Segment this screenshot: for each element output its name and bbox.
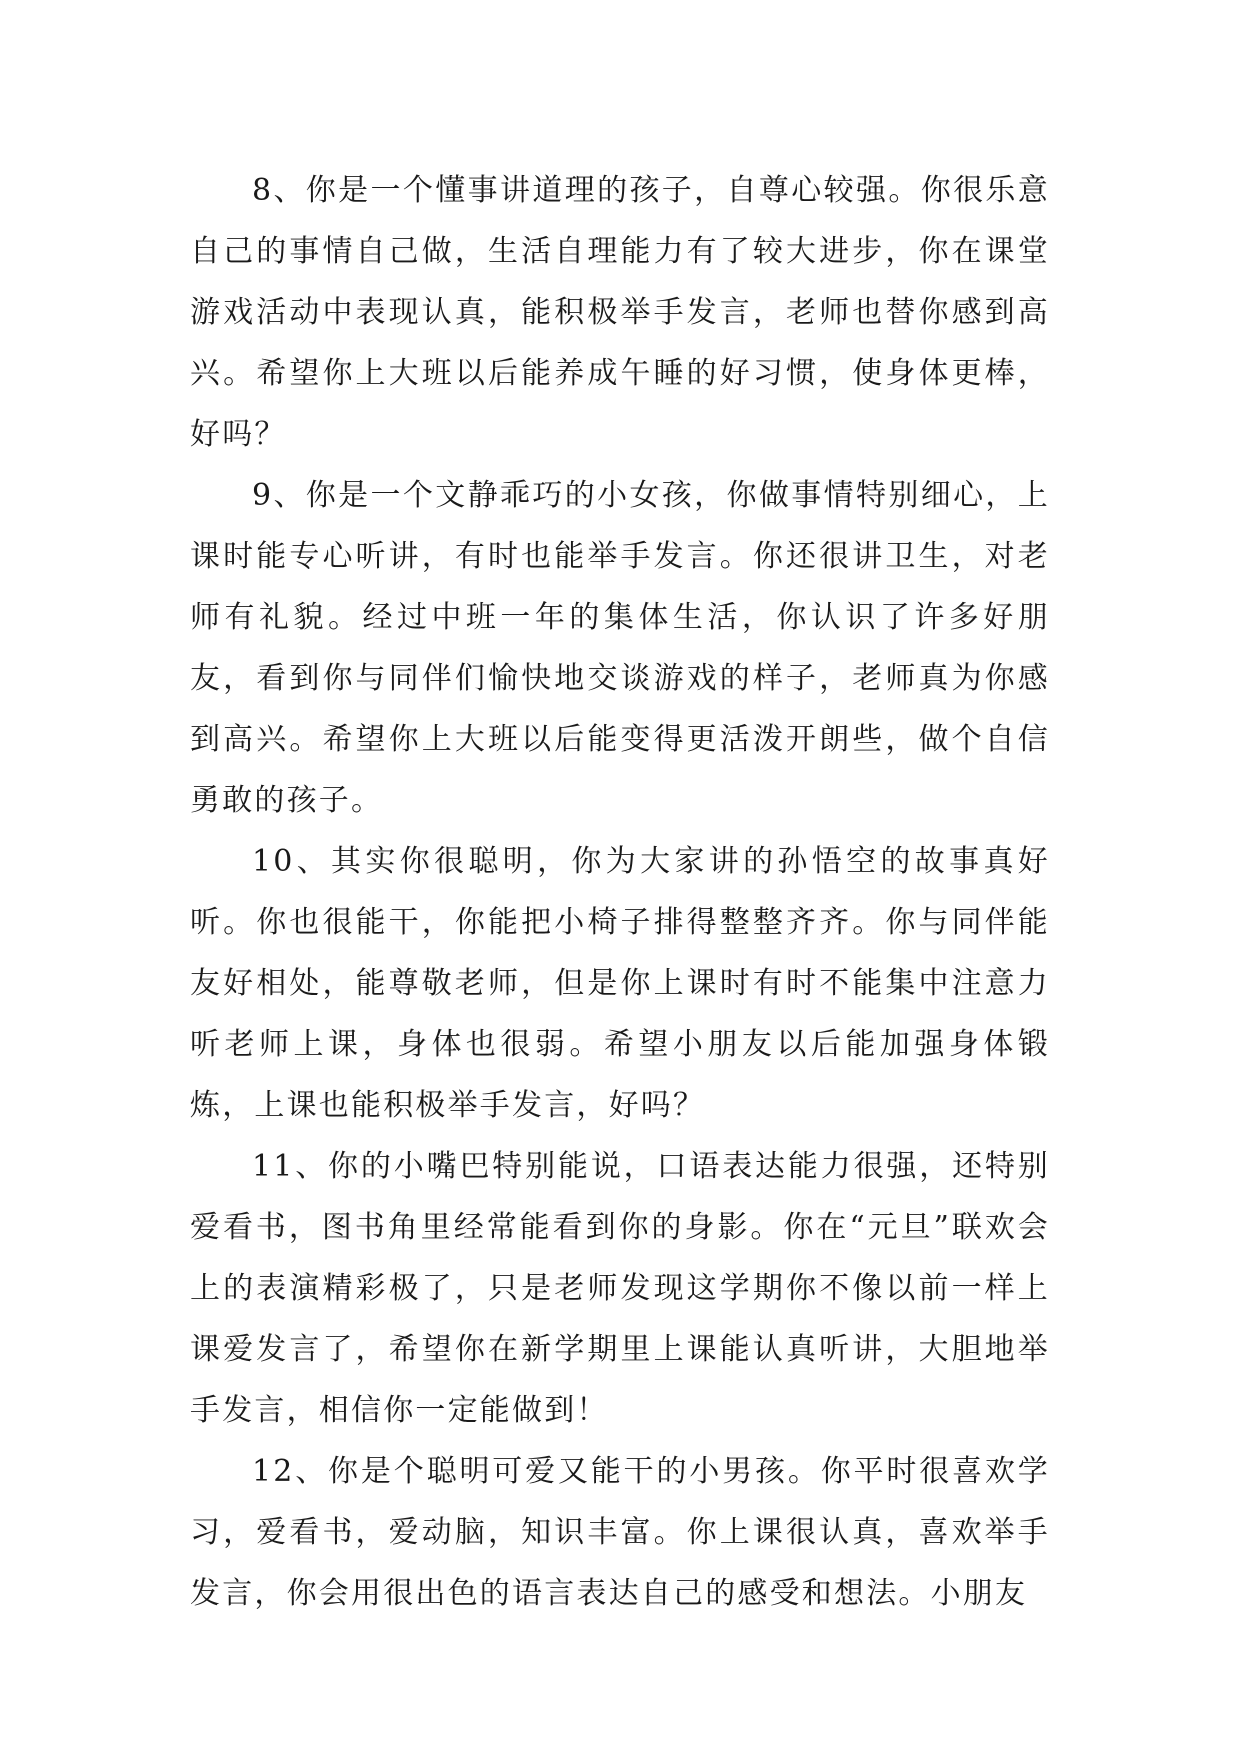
paragraph-10: 10、其实你很聪明，你为大家讲的孙悟空的故事真好听。你也很能干，你能把小椅子排得整整齐齐。你与同伴能友好相处，能尊敬老师，但是你上课时有时不能集中注意力听老师上课，身体也很弱。希望小朋友以后能加强身体锻炼，上课也能积极举手发言，好吗？ [190, 844, 1050, 1123]
paragraph-11: 11、你的小嘴巴特别能说，口语表达能力很强，还特别爱看书，图书角里经常能看到你的身影。你在“元旦”联欢会上的表演精彩极了，只是老师发现这学期你不像以前一样上课爱发言了，希望你在新学期里上课能认真听讲，大胆地举手发言，相信你一定能做到！ [190, 1149, 1050, 1428]
paragraph-8: 8、你是一个懂事讲道理的孩子，自尊心较强。你很乐意自己的事情自己做，生活自理能力有了较大进步，你在课堂游戏活动中表现认真，能积极举手发言，老师也替你感到高兴。希望你上大班以后能养成午睡的好习惯，使身体更棒，好吗？ [190, 173, 1050, 452]
document-body [190, 160, 1050, 1624]
paragraph-9: 9、你是一个文静乖巧的小女孩，你做事情特别细心，上课时能专心听讲，有时也能举手发言。你还很讲卫生，对老师有礼貌。经过中班一年的集体生活，你认识了许多好朋友，看到你与同伴们愉快地交谈游戏的样子，老师真为你感到高兴。希望你上大班以后能变得更活泼开朗些，做个自信勇敢的孩子。 [190, 478, 1050, 818]
paragraph-12: 12、你是个聪明可爱又能干的小男孩。你平时很喜欢学习，爱看书，爱动脑，知识丰富。你上课很认真，喜欢举手发言，你会用很出色的语言表达自己的感受和想法。小朋友 [190, 1454, 1050, 1611]
